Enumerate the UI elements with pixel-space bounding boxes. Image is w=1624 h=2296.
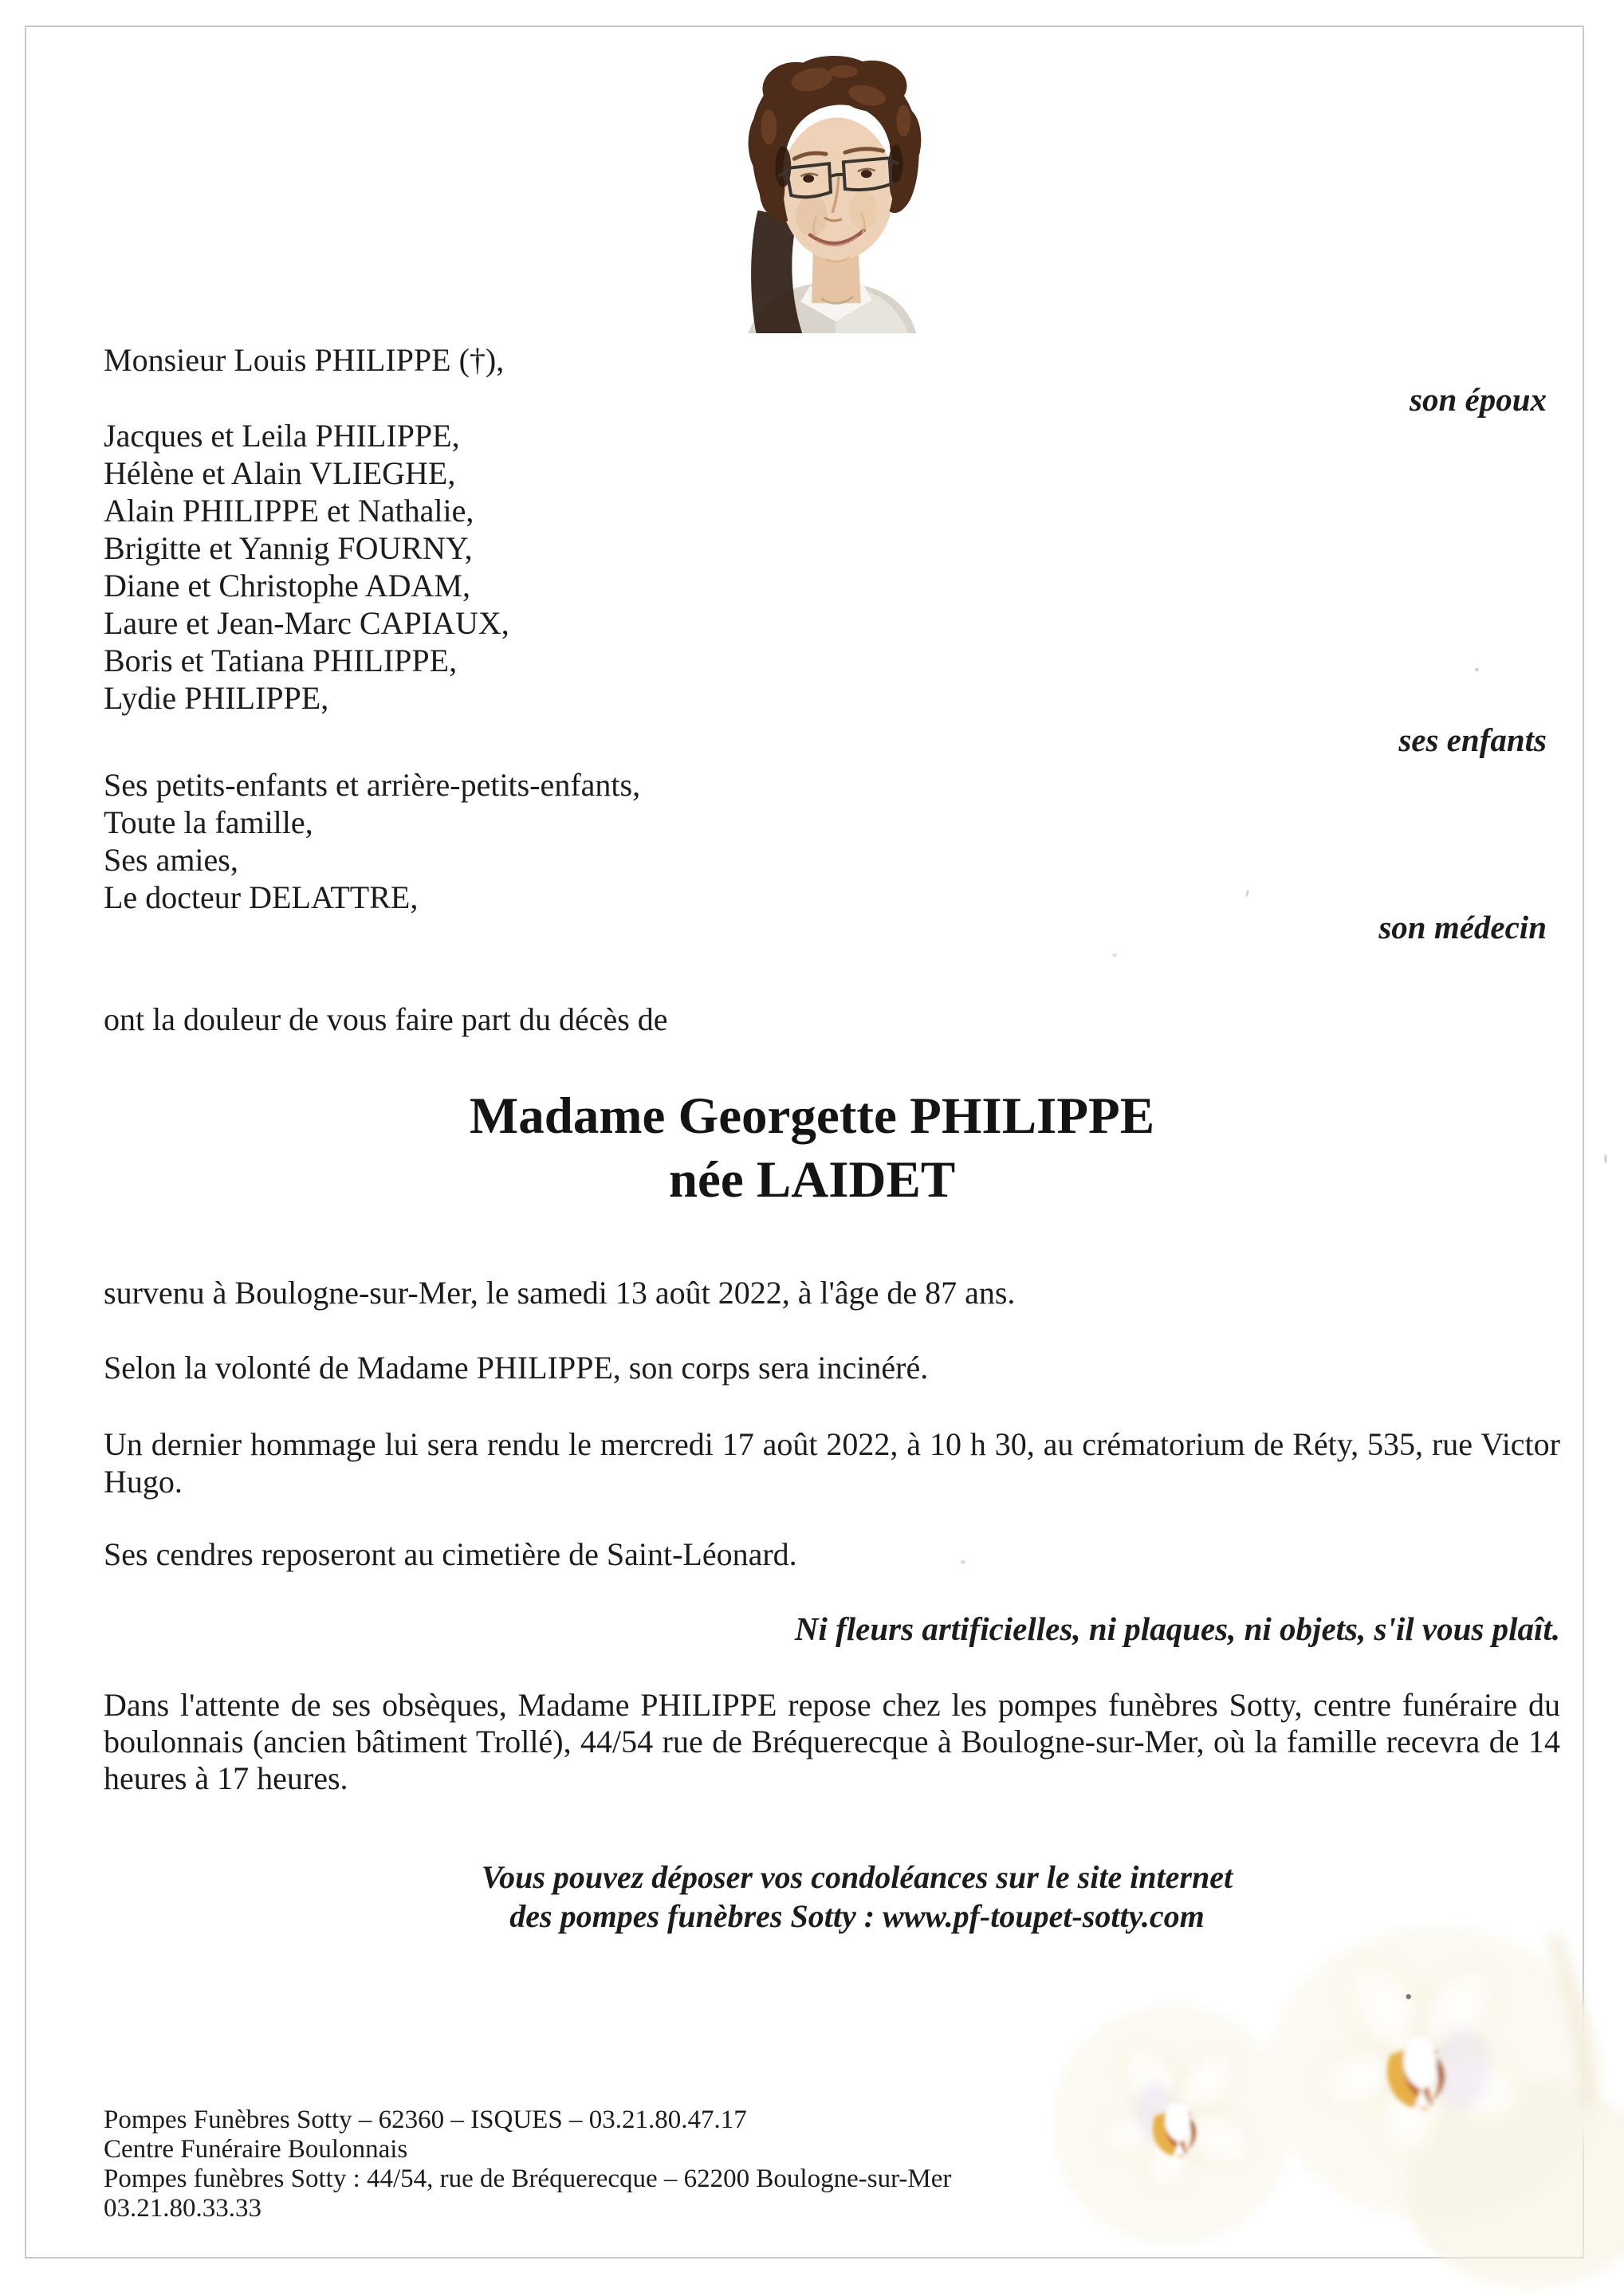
children-list <box>104 417 509 717</box>
repose-details: Dans l'attente de ses obsèques, Madame PHILIPPE repose chez les pompes funèbres Sotty, centre funéraire du boulonnais (ancien bâtiment Trollé), 44/54 rue de Bréquerecque à Boulogne-sur-Mer, où la famille recevra de 14 heures à 17 heures. <box>104 1687 1560 1796</box>
mourner-name-line: Brigitte et Yannig FOURNY, <box>104 530 473 566</box>
mourner-name-line: Alain PHILIPPE et Nathalie, <box>104 493 474 529</box>
deceased-name: Madame Georgette PHILIPPE <box>469 1087 1155 1145</box>
cremation-wish: Selon la volonté de Madame PHILIPPE, son corps sera incinéré. <box>104 1350 929 1386</box>
mourner-name-line: Boris et Tatiana PHILIPPE, <box>104 643 458 678</box>
condolences-note <box>104 1858 1610 1936</box>
intro-line: ont la douleur de vous faire part du décès de <box>104 1001 668 1037</box>
family-list <box>104 766 640 916</box>
no-flowers-request: Ni fleurs artificielles, ni plaques, ni objets, s'il vous plaît. <box>794 1610 1560 1647</box>
relation-label-children: ses enfants <box>1398 721 1547 758</box>
mourner-name-line: Laure et Jean-Marc CAPIAUX, <box>104 605 509 641</box>
death-details: survenu à Boulogne-sur-Mer, le samedi 13 août 2022, à l'âge de 87 ans. <box>104 1275 1016 1311</box>
portrait-photo <box>716 48 943 333</box>
footer-line: Centre Funéraire Boulonnais <box>104 2135 408 2164</box>
spouse-line: Monsieur Louis PHILIPPE (†), <box>104 342 505 378</box>
footer-line: Pompes funèbres Sotty : 44/54, rue de Bréquerecque – 62200 Boulogne-sur-Mer <box>104 2164 952 2193</box>
footer-line: Pompes Funèbres Sotty – 62360 – ISQUES – 03.21.80.47.17 <box>104 2105 747 2134</box>
relation-label-spouse: son époux <box>1409 381 1547 418</box>
condolence-line: Vous pouvez déposer vos condoléances sur le site internet <box>481 1859 1233 1895</box>
maiden-name: née LAIDET <box>668 1151 956 1209</box>
mourner-name-line: Jacques et Leila PHILIPPE, <box>104 418 460 454</box>
deceased-title <box>0 1084 1624 1212</box>
footer-contact <box>104 2105 951 2223</box>
scan-speck <box>1604 1154 1607 1163</box>
scan-speck <box>1112 953 1117 957</box>
mourner-name-line: Hélène et Alain VLIEGHE, <box>104 455 456 491</box>
mourner-name-line: Diane et Christophe ADAM, <box>104 568 470 603</box>
scan-speck <box>1475 668 1479 671</box>
relation-label-doctor: son médecin <box>1378 909 1547 946</box>
condolence-line: des pompes funèbres Sotty : www.pf-toupet-sotty.com <box>509 1898 1205 1934</box>
mourner-name-line: Ses petits-enfants et arrière-petits-enfants, <box>104 767 641 803</box>
footer-line: 03.21.80.33.33 <box>104 2194 261 2223</box>
portrait-photo-image <box>716 48 943 333</box>
mourner-name-line: Lydie PHILIPPE, <box>104 680 329 716</box>
mourner-name-line: Le docteur DELATTRE, <box>104 879 419 915</box>
final-tribute: Un dernier hommage lui sera rendu le mercredi 17 août 2022, à 10 h 30, au crématorium de Réty, 535, rue Victor Hugo. <box>104 1426 1560 1500</box>
scan-speck <box>961 1560 965 1564</box>
mourner-name-line: Toute la famille, <box>104 804 313 840</box>
ashes-resting: Ses cendres reposeront au cimetière de Saint-Léonard. <box>104 1536 797 1572</box>
mourner-name-line: Ses amies, <box>104 842 238 878</box>
